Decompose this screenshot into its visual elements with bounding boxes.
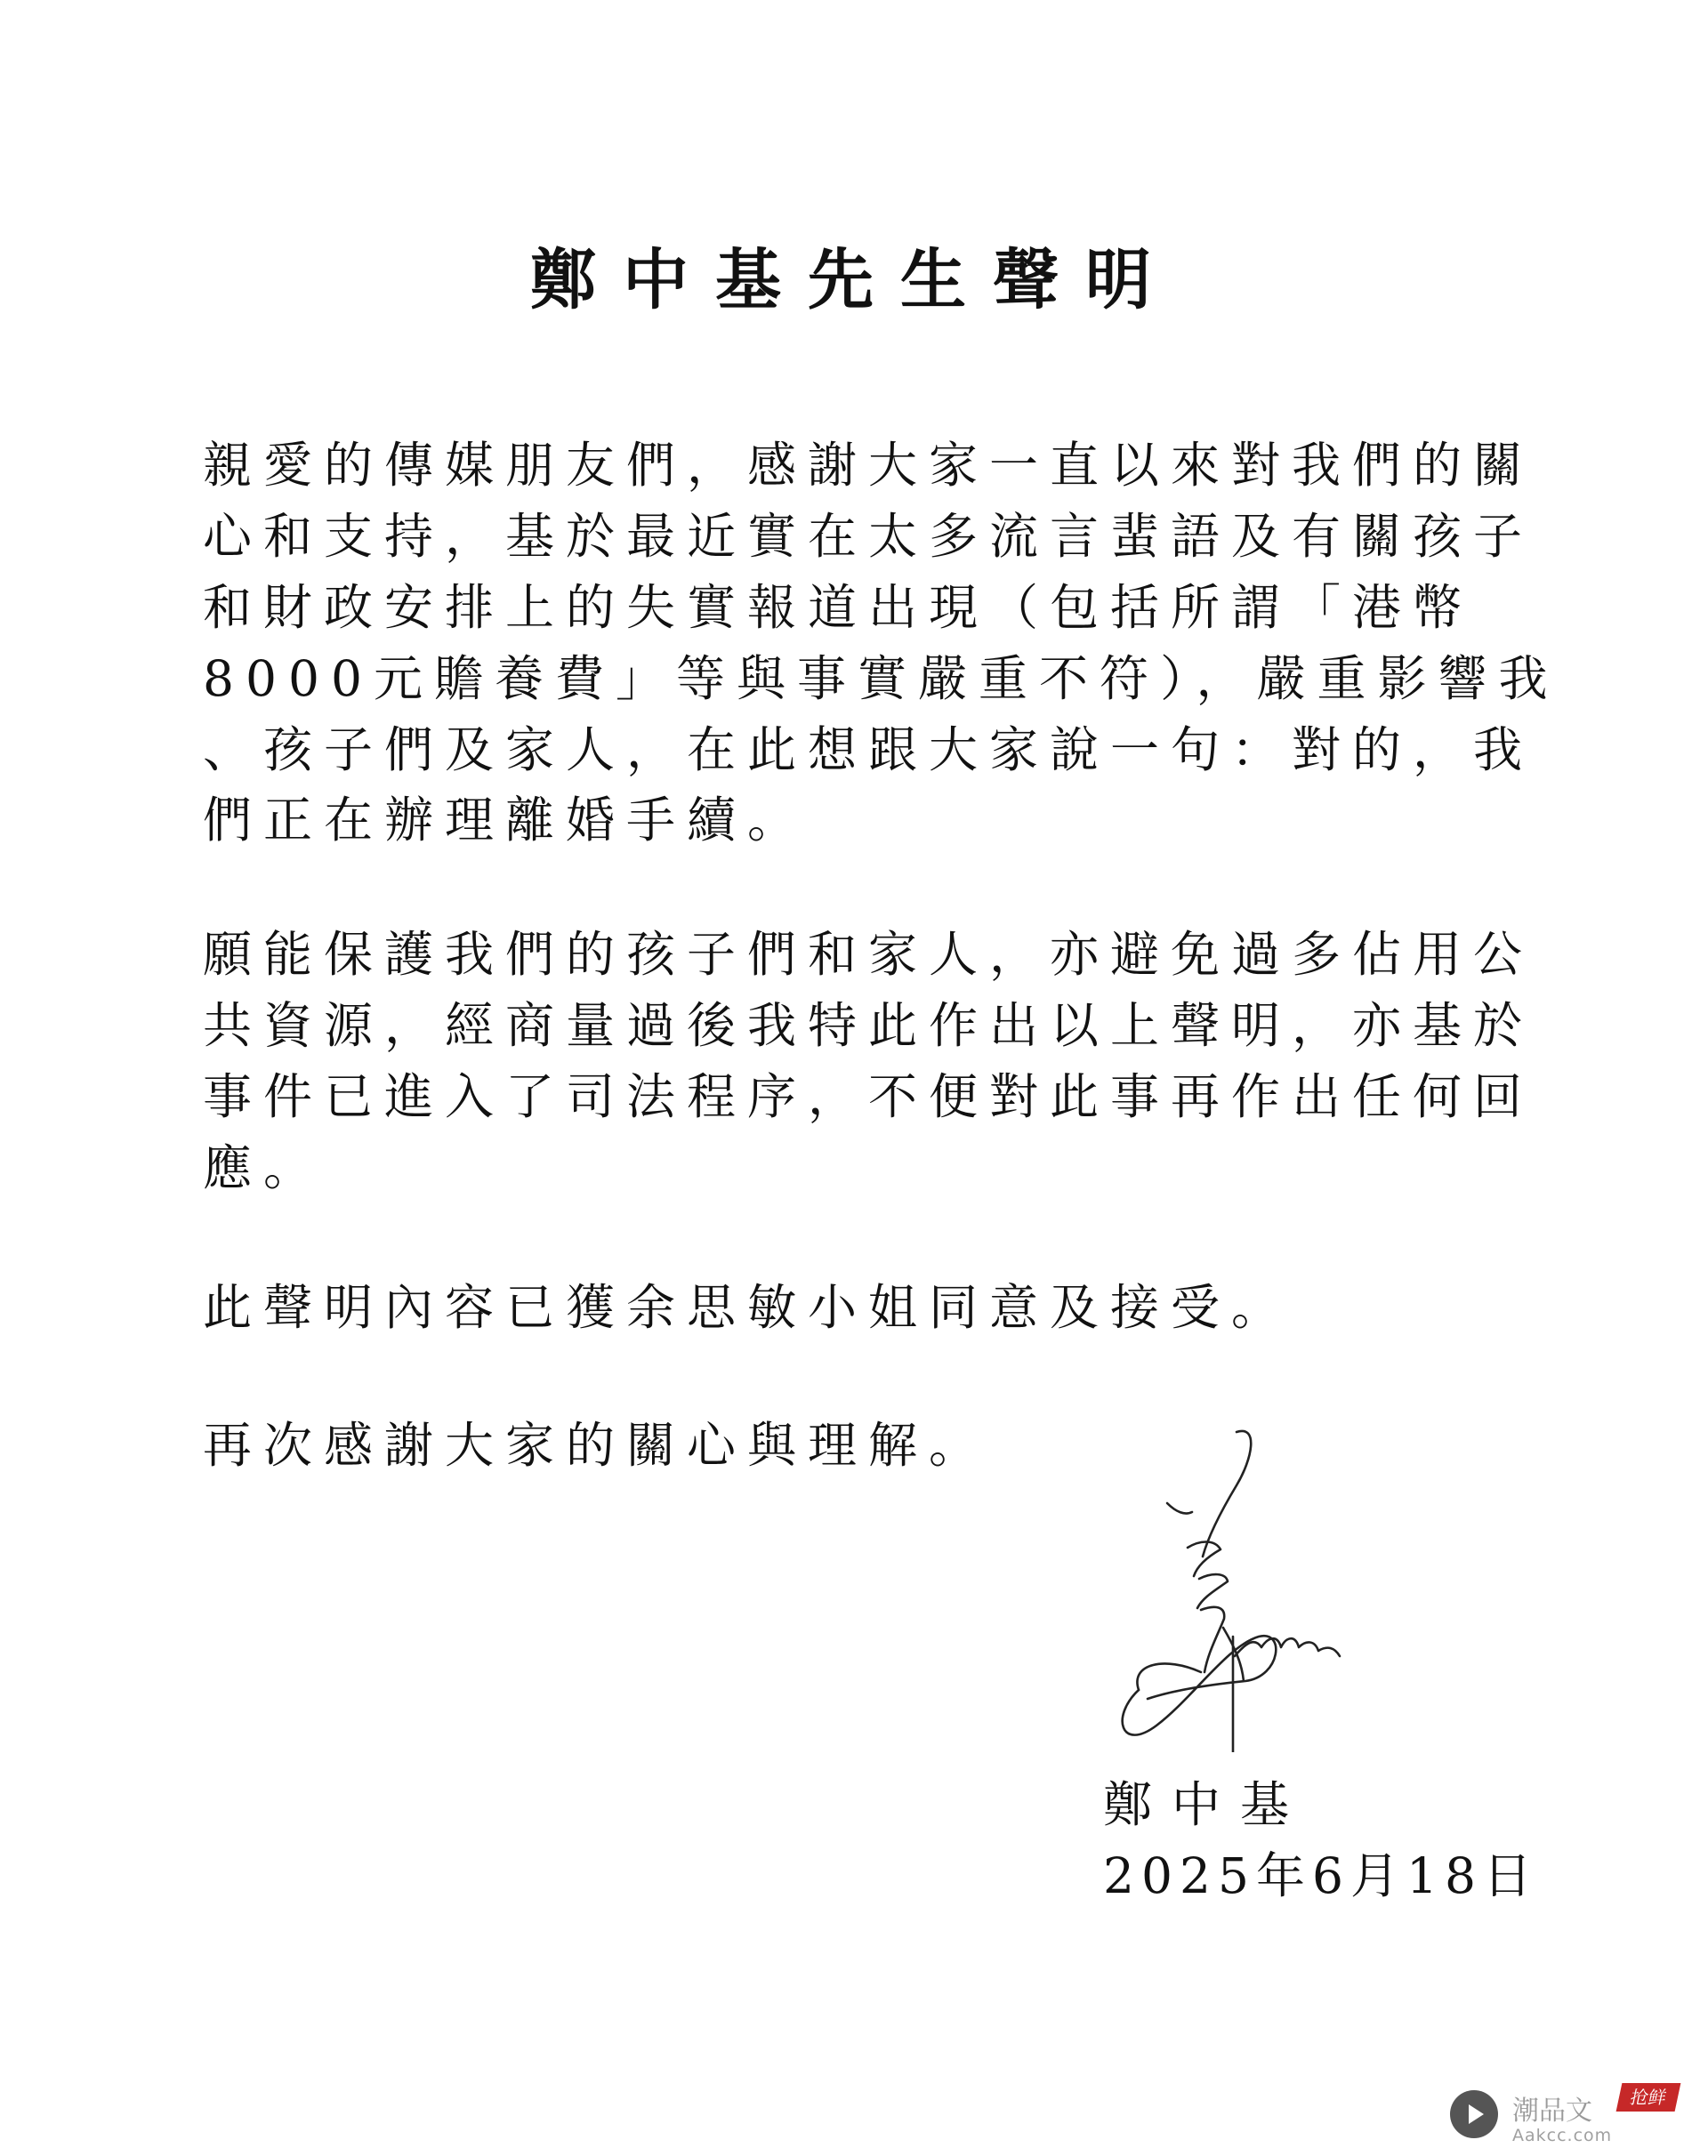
play-icon	[1450, 2090, 1498, 2138]
signatory-name: 鄭中基	[1103, 1776, 1309, 1833]
site-watermark	[1450, 2072, 1708, 2156]
statement-title: 鄭中基先生聲明	[530, 242, 1178, 318]
watermark-site-name: 潮品文	[1512, 2096, 1592, 2127]
statement-date: 2025年6月18日	[1103, 1847, 1539, 1904]
handwritten-signature	[1103, 1423, 1352, 1752]
watermark-tag: 抢鲜	[1616, 2083, 1681, 2112]
watermark-url: Aakcc.com	[1512, 2126, 1613, 2145]
